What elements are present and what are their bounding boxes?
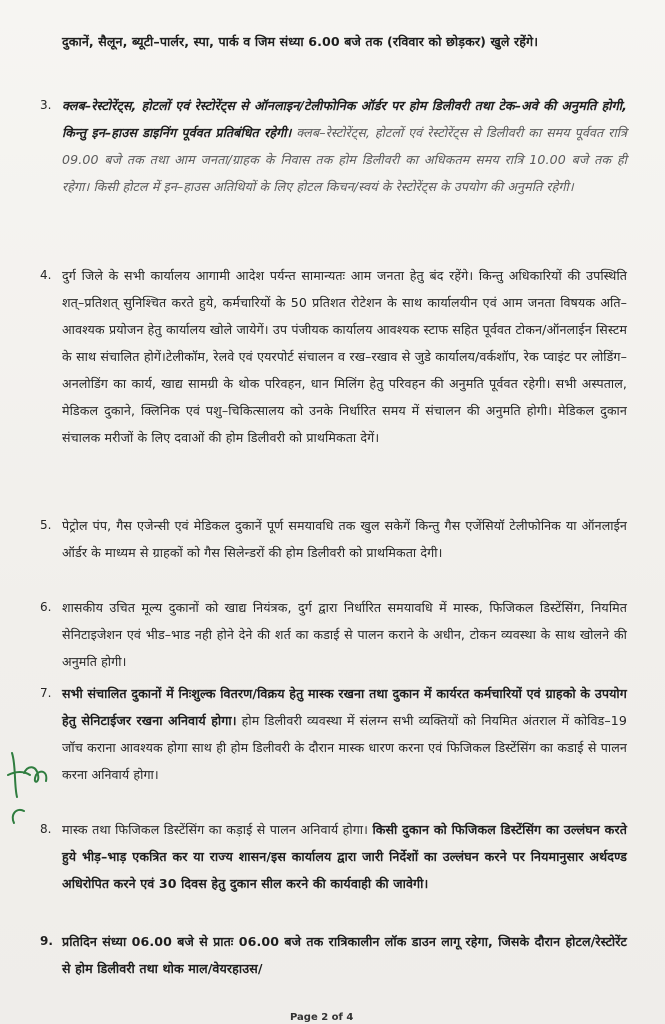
item-9-number: 9. <box>40 934 53 948</box>
item-8-bold-text: किसी दुकान को फिजिकल डिस्टेंसिंग का उल्लंघन करते हुये भीड़–भाड़ एकत्रित कर या राज्य शासन/इस कार्यालय द्वारा जारी निर्देशों का उल्लंघन करने पर नियमानुसार अर्थदण्ड अधिरोपित करने एवं 30 दिवस हेतु दुकान सील करने की कार्यवाही की जावेगी। <box>62 822 627 891</box>
item-5-text: पेट्रोल पंप, गैस एजेन्सी एवं मेडिकल दुकानें पूर्ण समयावधि तक खुल सकेगें किन्तु गैस एजेंसियॉ टेलीफोनिक या ऑनलाईन ऑर्डर के माध्यम से ग्राहकों को गैस सिलेन्डरों की होम डिलीवरी को प्राथमिकता देगी। <box>62 518 627 560</box>
item-7-bold-text: सभी संचालित दुकानों में निःशुल्क वितरण/विक्रय हेतु मास्क रखना तथा दुकान में कार्यरत कर्मचारियों एवं ग्राहको के उपयोग हेतु सेनिटाईजर रखना अनिवार्य होगा। <box>62 686 627 728</box>
item-4-number: 4. <box>40 268 52 282</box>
item-8-lead-text: मास्क तथा फिजिकल डिस्टेंसिंग का कड़ाई से पालन अनिवार्य होगा। <box>62 822 369 837</box>
item-4-paragraph <box>62 262 627 451</box>
item-6-text: शासकीय उचित मूल्य दुकानों को खाद्य नियंत्रक, दुर्ग द्वारा निर्धारित समयावधि में मास्क, फिजिकल डिस्टेंसिंग, नियमित सेनिटाइजेशन एवं भीड–भाड नही होने देने की शर्त का कडाई से पालन कराने के अधीन, टोकन व्यवस्था के साथ खोलने की अनुमति होगी। <box>62 600 627 669</box>
item-3-rest-text: क्लब–रेस्टोरेंट्स, होटलों एवं रेस्टोरेंट्स से डिलीवरी का समय पूर्ववत रात्रि 09.00 बजे तक तथा आम जनता/ग्राहक के निवास तक होम डिलीवरी का अधिकतम समय रात्रि 10.00 बजे तक ही रहेगा। किसी होटल में इन–हाउस अतिथियों के लिए होटल किचन/स्वयं के रेस्टोरेंट्स के उपयोग की अनुमति रहेगी। <box>62 125 627 194</box>
item-6-number: 6. <box>40 600 52 614</box>
item-3-number: 3. <box>40 98 52 112</box>
item-7-paragraph <box>62 680 627 788</box>
item-8-number: 8. <box>40 822 52 836</box>
page-footer: Page 2 of 4 <box>290 1012 354 1023</box>
item-4-text: दुर्ग जिले के सभी कार्यालय आगामी आदेश पर्यन्त सामान्यतः आम जनता हेतु बंद रहेंगे। किन्तु अधिकारियों की उपस्थिति शत्–प्रतिशत् सुनिश्चित करते हुये, कर्मचारियों के 50 प्रतिशत रोटेशन के साथ कार्यालयीन एवं आम जनता विषयक अति–आवश्यक प्रयोजन हेतु कार्यालय खोले जायेगें। उप पंजीयक कार्यालय आवश्यक स्टाफ सहित पूर्ववत टोकन/ऑनलाईन सिस्टम के साथ संचालित होगें।टेलीकॉम, रेलवे एवं एयरपोर्ट संचालन व रख–रखाव से जुडे कार्यालय/वर्कशॉप, रेक प्वाइंट पर लोडिंग–अनलोडिंग का कार्य, खाद्य सामग्री के थोक परिवहन, धान मिलिंग हेतु परिवहन की अनुमति पूर्ववत रहेगी। सभी अस्पताल, मेडिकल दुकाने, क्लिनिक एवं पशु–चिकित्सालय को उनके निर्धारित समय में संचालन की अनुमति होगी। मेडिकल दुकान संचालक मरीजों के लिए दवाओं की होम डिलीवरी को प्राथमिकता देगें। <box>62 268 627 445</box>
item-7-rest-text: होम डिलीवरी व्यवस्था में संलग्न सभी व्यक्तियों को नियमित अंतराल में कोविड–19 जॉच कराना आवश्यक होगा साथ ही होम डिलीवरी के दौरान मास्क धारण करना एवं फिजिकल डिस्टेंसिंग का कडाई से पालन करना अनिवार्य होगा। <box>62 713 628 782</box>
item-9-paragraph <box>62 928 627 982</box>
item-3-bold-text: क्लब–रेस्टोरेंट्स, होटलों एवं रेस्टोरेंट्स से ऑनलाइन/टेलीफोनिक ऑर्डर पर होम डिलीवरी तथा टेक–अवे की अनुमति होगी, किन्तु इन–हाउस डाइनिंग पूर्ववत प्रतिबंधित रहेगी। <box>62 98 627 140</box>
item-8-paragraph <box>62 816 627 897</box>
item-7-number: 7. <box>40 686 52 700</box>
intro-text: दुकानें, सैलून, ब्यूटी–पार्लर, स्पा, पार्क व जिम संध्या 6.00 बजे तक (रविवार को छोड़कर) खुले रहेंगे। <box>62 34 539 49</box>
item-3-paragraph <box>62 92 627 200</box>
item-5-number: 5. <box>40 518 52 532</box>
item-9-text: प्रतिदिन संध्या 06.00 बजे से प्रातः 06.00 बजे तक रात्रिकालीन लॉक डाउन लागू रहेगा, जिसके दौरान होटल/रेस्टोरेंट से होम डिलीवरी तथा थोक माल/वेयरहाउस/ <box>62 934 627 976</box>
item-6-paragraph <box>62 594 627 675</box>
intro-paragraph <box>62 28 627 55</box>
item-5-paragraph <box>62 512 627 566</box>
